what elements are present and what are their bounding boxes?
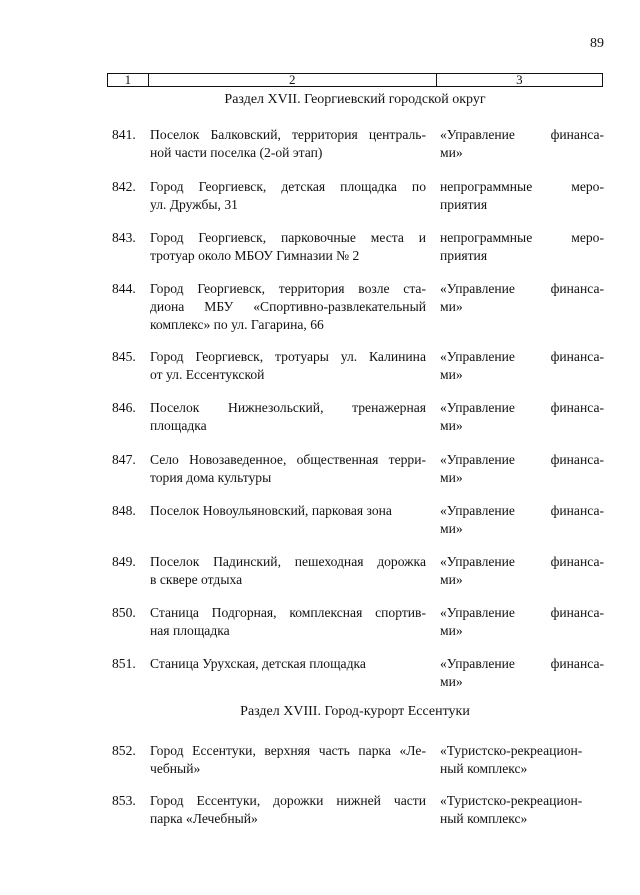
entry-name [150,742,434,778]
entry-program-line: ми» [440,674,463,689]
entry-program-line: ми» [440,572,463,587]
entry-name-line: ул. Дружбы, 31 [150,197,238,212]
list-item [112,178,604,214]
entry-program [434,451,604,487]
entry-number: 844. [112,281,136,296]
entry-name [150,792,434,828]
entry-program-line: «Управление финанса- [440,503,604,518]
entry-name [150,399,434,435]
entry-program-line: «Управление финанса- [440,554,604,569]
entry-program [434,742,604,778]
entry-name-line: Село Новозаведенное, общественная терри- [150,452,426,467]
entry-program-line: приятия [440,248,488,263]
list-item [112,126,604,162]
entry-name [150,553,434,589]
entry-program-line: приятия [440,197,488,212]
list-item [112,229,604,265]
entry-program [434,604,604,640]
entry-number: 845. [112,349,136,364]
entry-program-line: «Управление финанса- [440,349,604,364]
entry-number: 853. [112,793,136,808]
entry-name [150,348,434,384]
entry-program-line: ми» [440,299,463,314]
entry-name-line: Поселок Балковский, территория централь- [150,127,426,142]
entry-name-line: парка «Лечебный» [150,811,258,826]
entry-program-line: непрограммные меро- [440,230,604,245]
entry-number: 842. [112,179,136,194]
entry-name-line: ной части поселка (2-ой этап) [150,145,323,160]
column-header-1: 1 [108,74,149,87]
entry-program-line: ми» [440,623,463,638]
entry-program-line: «Туристско-рекреацион- [440,793,583,808]
entry-program-line: «Туристско-рекреацион- [440,743,583,758]
entry-number: 846. [112,400,136,415]
entry-name-line: тротуар около МБОУ Гимназии № 2 [150,248,360,263]
entry-name [150,502,434,538]
entry-name-line: Город Георгиевск, детская площадка по [150,179,426,194]
entry-program [434,553,604,589]
entry-number: 852. [112,743,136,758]
entry-name-line: Станица Подгорная, комплексная спортив- [150,605,426,620]
entry-number: 848. [112,503,136,518]
page-number: 89 [590,36,604,51]
entry-name-line: чебный» [150,761,201,776]
entry-program-line: «Управление финанса- [440,127,604,142]
entry-name-line: площадка [150,418,207,433]
column-header-2: 2 [148,74,436,87]
entry-name-line: Город Ессентуки, дорожки нижней части [150,793,426,808]
entry-number: 847. [112,452,136,467]
entry-program [434,348,604,384]
entry-program [434,399,604,435]
list-item [112,348,604,384]
entry-name-line: Поселок Новоульяновский, парковая зона [150,503,392,518]
entry-program-line: ный комплекс» [440,761,528,776]
entry-number: 851. [112,656,136,671]
list-item [112,604,604,640]
entry-name [150,280,434,334]
entry-program [434,502,604,538]
list-item [112,742,604,778]
entry-name-line: в сквере отдыха [150,572,243,587]
entry-program-line: ми» [440,145,463,160]
entry-name-line: Станица Урухская, детская площадка [150,656,366,671]
entry-name-line: комплекс» по ул. Гагарина, 66 [150,317,324,332]
entry-name [150,604,434,640]
entry-program-line: «Управление финанса- [440,452,604,467]
entry-program [434,229,604,265]
entry-name-line: Город Ессентуки, верхняя часть парка «Ле- [150,743,426,758]
entry-program-line: непрограммные меро- [440,179,604,194]
entry-program-line: «Управление финанса- [440,400,604,415]
entry-name [150,451,434,487]
entry-number: 849. [112,554,136,569]
entry-program-line: «Управление финанса- [440,605,604,620]
entry-name-line: ная площадка [150,623,230,638]
entry-program [434,126,604,162]
entry-program-line: ный комплекс» [440,811,528,826]
entry-name-line: от ул. Ессентукской [150,367,265,382]
entry-program-line: ми» [440,418,463,433]
column-header-table [107,73,603,87]
entry-name [150,655,434,691]
list-item [112,502,604,538]
entry-name-line: тория дома культуры [150,470,272,485]
entry-program [434,280,604,334]
list-item [112,655,604,691]
entry-program-line: «Управление финанса- [440,281,604,296]
list-item [112,399,604,435]
entry-program [434,178,604,214]
list-item [112,280,604,334]
entry-program-line: ми» [440,521,463,536]
list-item [112,451,604,487]
entry-number: 843. [112,230,136,245]
entry-name-line: диона МБУ «Спортивно-развлекательный [150,299,426,314]
entry-name-line: Город Георгиевск, тротуары ул. Калинина [150,349,426,364]
entry-name-line: Поселок Падинский, пешеходная дорожка [150,554,426,569]
entry-name [150,229,434,265]
entry-number: 850. [112,605,136,620]
entry-program-line: ми» [440,367,463,382]
section-title: Раздел XVII. Георгиевский городской округ [224,92,486,107]
section-title: Раздел XVIII. Город-курорт Ессентуки [240,704,470,719]
entry-name-line: Город Георгиевск, парковочные места и [150,230,426,245]
column-header-3: 3 [436,74,602,87]
entry-program [434,655,604,691]
entry-name-line: Поселок Нижнезольский, тренажерная [150,400,426,415]
entry-program-line: ми» [440,470,463,485]
entry-program-line: «Управление финанса- [440,656,604,671]
list-item [112,553,604,589]
entry-number: 841. [112,127,136,142]
list-item [112,792,604,828]
entry-name [150,126,434,162]
entry-name-line: Город Георгиевск, территория возле ста- [150,281,426,296]
entry-program [434,792,604,828]
entry-name [150,178,434,214]
